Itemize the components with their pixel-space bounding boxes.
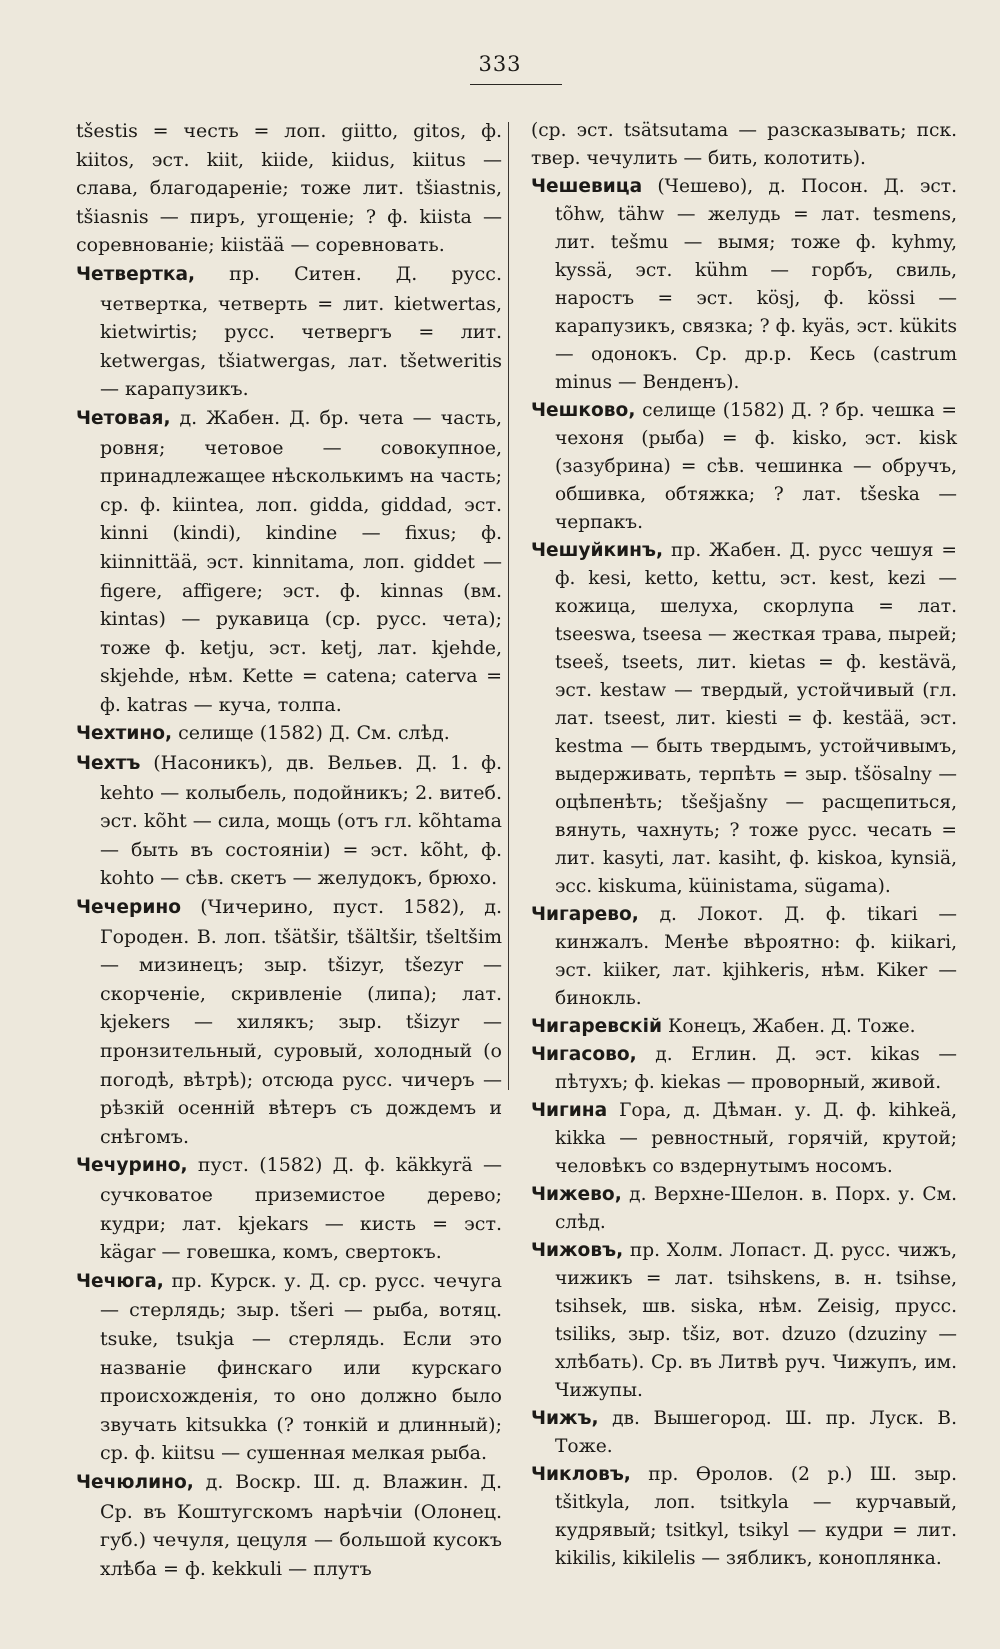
entry-headword: Чешевица	[531, 176, 643, 197]
dictionary-entry	[531, 1041, 957, 1097]
column-divider	[508, 122, 509, 1090]
entry-headword: Четовая,	[76, 407, 171, 429]
entry-text: (ср. эст. tsätsutama — разсказывать; пск. твер. чечулить — бить, колотить).	[531, 120, 957, 169]
entry-headword: Чикловъ,	[531, 1464, 631, 1485]
dictionary-entry	[531, 1181, 957, 1237]
dictionary-entry	[76, 749, 502, 893]
entry-headword: Чечурино,	[76, 1155, 188, 1177]
entry-text: пуст. (1582) Д. ф. käkkyrä — сучковатое приземистое дерево; кудри; лат. kjekars — кисть = эст. kägar — говешка, комъ, свертокъ.	[100, 1154, 502, 1264]
dictionary-entry	[531, 173, 957, 397]
entry-headword: Чижево,	[531, 1184, 622, 1205]
dictionary-entry	[531, 1237, 957, 1405]
entry-text: (Насоникъ), дв. Вельев. Д. 1. ф. kehto — колыбель, подойникъ; 2. витеб. эст. kõht — сила, мощь (отъ гл. kõhtama — быть въ состояніи) = эст. kõht, ф. kohto — сѣв. скетъ — желудокъ, брюхо.	[100, 752, 502, 890]
entry-text: д. Верхне-Шелон. в. Порх. у. См. слѣд.	[555, 1184, 957, 1233]
entry-headword: Чижъ,	[531, 1408, 599, 1429]
entry-text: Конецъ, Жабен. Д. Тоже.	[662, 1016, 916, 1037]
dictionary-entry	[76, 719, 502, 749]
left-column	[76, 117, 502, 1583]
entry-headword: Чигарево,	[531, 904, 639, 925]
entry-text: пр. Жабен. Д. русс чешуя = ф. kesi, ketto, kettu, эст. kest, kezi — кожица, шелуха, скорлупа = лат. tseeswa, tseesa — жесткая трава, пырей; tseeš, tseets, лит. kietas = ф. kestävä, эст. kestaw — твердый, устойчивый (гл. лат. tseest, лит. kiesti = ф. kestää, эст. kestma — быть твердымъ, устойчивымъ, выдерживать, терпѣть = зыр. tšösalny — оцѣпенѣть; tšešjašny — расщепиться, вянуть, чахнуть; ? тоже русс. чесать = лит. kasyti, лат. kasiht, ф. kiskoa, kynsiä, эсс. kiskuma, küinistama, sügama).	[555, 540, 958, 897]
entry-text: д. Еглин. Д. эст. kikas — пѣтухъ; ф. kiekas — проворный, живой.	[555, 1044, 957, 1093]
dictionary-entry	[531, 1405, 957, 1461]
entry-text: д. Локот. Д. ф. tikari — кинжалъ. Менѣе вѣроятно: ф. kiikari, эст. kiiker, лат. kjihkeris, нѣм. Kiker — бинокль.	[555, 904, 957, 1009]
entry-headword: Чешково,	[531, 400, 636, 421]
dictionary-entry	[531, 1013, 957, 1041]
entry-headword: Чигасово,	[531, 1044, 637, 1065]
entry-text: д. Воскр. Ш. д. Влажин. Д. Ср. въ Коштугскомъ нарѣчіи (Олонец. губ.) чечуля, цецуля — большой кусокъ хлѣба = ф. kekkuli — плутъ	[100, 1470, 502, 1580]
dictionary-entry	[76, 1468, 502, 1583]
entry-headword: Чечюлино,	[76, 1471, 194, 1493]
entry-headword: Чигаревскій	[531, 1016, 663, 1037]
page-number: 333	[478, 52, 522, 76]
dictionary-entry	[531, 537, 957, 901]
entry-text: пр. Курск. у. Д. ср. русс. чечуга — стерлядь; зыр. tšeri — рыба, вотяц. tsuke, tsukja — стерлядь. Если это названіе финскаго или курскаго происхожденія, то оно должно было звучать kitsukka (? тонкій и длинный); ср. ф. kiitsu — сушенная мелкая рыба.	[100, 1269, 502, 1465]
entry-text: д. Жабен. Д. бр. чета — часть, ровня; четовое — совокупное, принадлежащее нѣсколькимъ на часть; ср. ф. kiintea, лоп. gidda, giddad, эст. kinni (kindi), kindine — fixus; ф. kiinnittää, эст. kinnitama, лоп. giddet — figere, affigere; эст. ф. kinnas (вм. kintas) — рукавица (ср. русс. чета); тоже ф. ketju, эст. ketj, лат. kjehde, skjehde, нѣм. Kette = catena; caterva = ф. katras — куча, толпа.	[100, 406, 502, 716]
dictionary-entry	[76, 893, 502, 1151]
entry-headword: Чечерино	[76, 897, 181, 919]
entry-text: дв. Вышегород. Ш. пр. Луск. В. Тоже.	[555, 1408, 957, 1457]
dictionary-entry	[531, 901, 957, 1013]
entry-text: пр. Ѳролов. (2 р.) Ш. зыр. tšitkyla, лоп. tsitkyla — курчавый, кудрявый; tsitkyl, tsikyl — кудри = лит. kikilis, kikilelis — зябликъ, коноплянка.	[555, 1464, 957, 1569]
dictionary-entry	[76, 260, 502, 404]
entry-text: tšestis = честь = лоп. giitto, gitos, ф. kiitos, эст. kiit, kiide, kiidus, kiitus — слава, благодареніе; тоже лит. tšiastnis, tšiasnis — пиръ, угощеніе; ? ф. kiista — соревнованіе; kiistää — соревновать.	[76, 120, 502, 257]
dictionary-entry	[76, 404, 502, 720]
page-number-rule	[470, 84, 562, 85]
dictionary-entry	[531, 1461, 957, 1573]
entry-text: селище (1582) Д. См. слѣд.	[172, 722, 450, 745]
dictionary-entry	[531, 397, 957, 537]
dictionary-entry	[76, 117, 502, 260]
entry-text: пр. Холм. Лопаст. Д. русс. чижъ, чижикъ = лат. tsihskens, в. н. tsihse, tsihsek, шв. siska, нѣм. Zeisig, прусс. tsiliks, зыр. tšiz, вот. dzuzo (dzuziny — хлѣбать). Ср. въ Литвѣ руч. Чижупъ, им. Чижупы.	[555, 1240, 957, 1401]
entry-headword: Чечюга,	[76, 1270, 164, 1292]
entry-headword: Четвертка,	[76, 263, 196, 285]
entry-headword: Чехтъ	[76, 753, 141, 775]
entry-text: Гора, д. Дѣман. у. Д. ф. kihkeä, kikka — ревностный, горячій, крутой; человѣкъ со вздернутымъ носомъ.	[555, 1100, 957, 1177]
dictionary-entry	[531, 117, 957, 173]
right-column	[531, 117, 957, 1573]
entry-text: (Чешево), д. Посон. Д. эст. tõhw, tähw — желудь = лат. tesmens, лит. tešmu — вымя; тоже ф. kyhmy, kyssä, эст. kühm — горбъ, свиль, наростъ = эст. kösj, ф. kössi — карапузикъ, связка; ? ф. kyäs, эст. kükits — одонокъ. Ср. др.р. Кесь (castrum minus — Венденъ).	[555, 176, 957, 393]
entry-headword: Чешуйкинъ,	[531, 540, 664, 561]
entry-text: селище (1582) Д. ? бр. чешка = чехоня (рыба) = ф. kisko, эст. kisk (зазубрина) = сѣв. чешинка — обручъ, обшивка, обтяжка; ? лат. tšeska — черпакъ.	[555, 400, 957, 533]
entry-headword: Чехтино,	[76, 723, 173, 745]
entry-text: (Чичерино, пуст. 1582), д. Городен. В. лоп. tšätšir, tšältšir, tšeltšim — мизинецъ; зыр. tšizyr, tšezyr — скорченіе, скривленіе (липа); лат. kjekers — хилякъ; зыр. tšizyr — пронзительный, суровый, холодный (о погодѣ, вѣтрѣ); отсюда русс. чичеръ — рѣзкій осенній вѣтеръ съ дождемъ и снѣгомъ.	[100, 896, 502, 1148]
entry-headword: Чигина	[531, 1100, 608, 1121]
dictionary-entry	[76, 1267, 502, 1468]
entry-text: пр. Ситен. Д. русс. четвертка, четверть = лит. kietwertas, kietwirtis; русс. четвергъ = лит. ketwergas, tšiatwergas, лат. tšetweritis — карапузикъ.	[100, 262, 502, 401]
entry-headword: Чижовъ,	[531, 1240, 624, 1261]
dictionary-entry	[76, 1151, 502, 1266]
dictionary-entry	[531, 1097, 957, 1181]
